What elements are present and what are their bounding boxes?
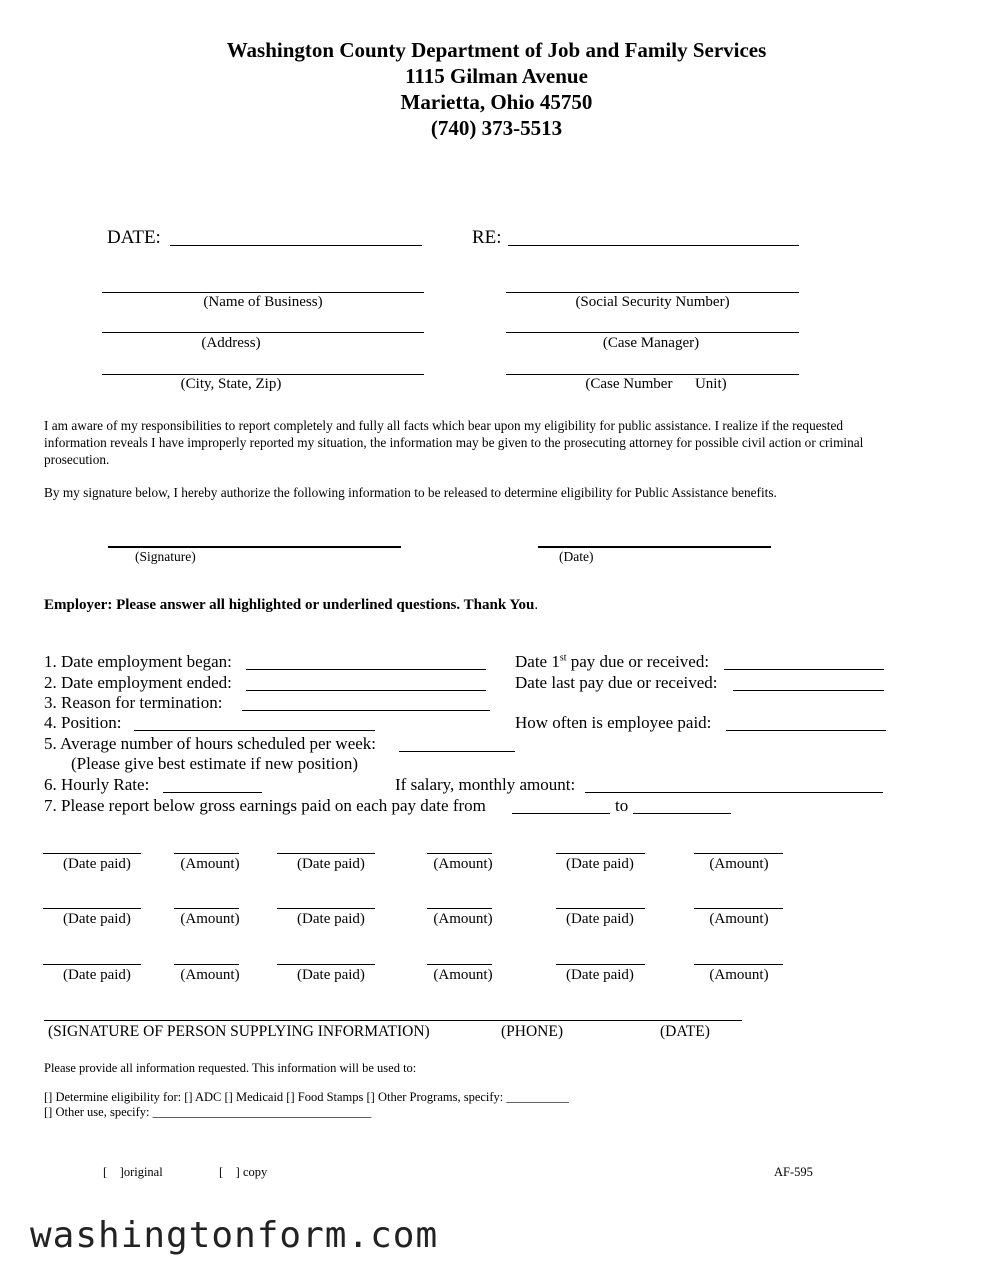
awareness-statement: I am aware of my responsibilities to report completely and fully all facts which bear upon my eligibility for public assistance. I realize if the requested information reveals I have improperly reported my situation, the information may be given to the prosecuting attorney for possible civil action or criminal prosecution. xyxy=(44,418,864,467)
employer-instruction xyxy=(44,597,538,614)
earnings-amount-field[interactable] xyxy=(174,853,239,854)
q2-field[interactable] xyxy=(246,690,486,691)
form-id: AF-595 xyxy=(774,1165,813,1179)
q1-field[interactable] xyxy=(246,669,486,670)
earnings-date-field[interactable] xyxy=(43,908,141,909)
earnings-amount-field[interactable] xyxy=(694,908,783,909)
supplier-signature-caption: (SIGNATURE OF PERSON SUPPLYING INFORMATION) xyxy=(48,1023,430,1040)
earnings-date-caption: (Date paid) xyxy=(63,856,131,872)
earnings-amount-caption: (Amount) xyxy=(433,856,493,872)
date-label: DATE: xyxy=(107,227,161,248)
q1b-sup: st xyxy=(559,652,567,664)
watermark: washingtonform.com xyxy=(30,1215,439,1256)
business-name-caption: (Name of Business) xyxy=(203,294,323,310)
ssn-field[interactable] xyxy=(506,292,799,293)
q1b-pre: Date 1 xyxy=(515,652,560,671)
earnings-date-field[interactable] xyxy=(556,853,645,854)
earnings-amount-caption: (Amount) xyxy=(433,911,493,927)
q5-label: 5. Average number of hours scheduled per week: xyxy=(44,734,377,753)
q4b-label: How often is employee paid: xyxy=(515,713,712,732)
q2b-field[interactable] xyxy=(733,690,884,691)
date-field[interactable] xyxy=(170,245,422,246)
q6-field[interactable] xyxy=(163,792,262,793)
earnings-amount-caption: (Amount) xyxy=(180,967,240,983)
business-name-field[interactable] xyxy=(102,292,424,293)
signature-date-line[interactable] xyxy=(538,546,771,548)
q7-label: 7. Please report below gross earnings paid on each pay date from xyxy=(44,796,486,815)
earnings-date-caption: (Date paid) xyxy=(297,911,365,927)
earnings-date-caption: (Date paid) xyxy=(63,911,131,927)
earnings-date-caption: (Date paid) xyxy=(297,856,365,872)
authorization-statement: By my signature below, I hereby authorize the following information to be released to determine eligibility for Public Assistance benefits. xyxy=(44,485,777,500)
earnings-date-caption: (Date paid) xyxy=(63,967,131,983)
earnings-amount-field[interactable] xyxy=(694,964,783,965)
q7-to-label: to xyxy=(615,796,629,815)
re-label: RE: xyxy=(472,227,502,248)
q4-field[interactable] xyxy=(134,730,375,731)
earnings-date-field[interactable] xyxy=(556,908,645,909)
q5-field[interactable] xyxy=(399,751,515,752)
earnings-date-field[interactable] xyxy=(277,964,375,965)
earnings-date-caption: (Date paid) xyxy=(297,967,365,983)
earnings-date-caption: (Date paid) xyxy=(566,967,634,983)
usage-other-line[interactable]: [] Other use, specify: ___________________________________ xyxy=(44,1105,372,1119)
earnings-amount-field[interactable] xyxy=(427,908,492,909)
q3-field[interactable] xyxy=(242,710,490,711)
earnings-amount-caption: (Amount) xyxy=(180,911,240,927)
address-caption: (Address) xyxy=(201,335,261,351)
q1-label: 1. Date employment began: xyxy=(44,652,232,671)
org-name: Washington County Department of Job and Family Services xyxy=(226,38,767,62)
city-state-zip-field[interactable] xyxy=(102,374,424,375)
re-field[interactable] xyxy=(508,245,799,246)
q4-label: 4. Position: xyxy=(44,713,122,732)
earnings-date-field[interactable] xyxy=(43,964,141,965)
earnings-date-field[interactable] xyxy=(43,853,141,854)
earnings-date-field[interactable] xyxy=(277,853,375,854)
q6-label: 6. Hourly Rate: xyxy=(44,775,150,794)
case-number-caption: (Case Number Unit) xyxy=(585,376,727,392)
earnings-date-field[interactable] xyxy=(277,908,375,909)
org-phone: (740) 373-5513 xyxy=(430,116,563,140)
original-checkbox[interactable]: [ ]original xyxy=(103,1165,163,1179)
earnings-amount-field[interactable] xyxy=(174,964,239,965)
q6b-label: If salary, monthly amount: xyxy=(395,775,576,794)
earnings-amount-field[interactable] xyxy=(694,853,783,854)
org-street: 1115 Gilman Avenue xyxy=(405,64,588,88)
city-state-zip-caption: (City, State, Zip) xyxy=(180,376,282,392)
employer-instruction-period: . xyxy=(534,597,539,613)
q4b-field[interactable] xyxy=(726,730,886,731)
q1b-label xyxy=(515,652,709,672)
supplier-phone-caption: (PHONE) xyxy=(501,1023,563,1040)
signature-line[interactable] xyxy=(108,546,401,548)
case-number-field[interactable] xyxy=(506,374,799,375)
earnings-amount-caption: (Amount) xyxy=(709,911,769,927)
q6b-field[interactable] xyxy=(585,792,883,793)
earnings-amount-field[interactable] xyxy=(427,853,492,854)
q3-label: 3. Reason for termination: xyxy=(44,693,223,712)
usage-eligibility-line[interactable]: [] Determine eligibility for: [] ADC [] Medicaid [] Food Stamps [] Other Programs, specify: __________ xyxy=(44,1090,569,1104)
earnings-amount-field[interactable] xyxy=(427,964,492,965)
org-city: Marietta, Ohio 45750 xyxy=(400,90,593,114)
earnings-amount-caption: (Amount) xyxy=(709,967,769,983)
q2b-label: Date last pay due or received: xyxy=(515,673,718,692)
earnings-amount-caption: (Amount) xyxy=(709,856,769,872)
ssn-caption: (Social Security Number) xyxy=(575,294,730,310)
q2-label: 2. Date employment ended: xyxy=(44,673,232,692)
earnings-amount-field[interactable] xyxy=(174,908,239,909)
address-field[interactable] xyxy=(102,332,424,333)
earnings-date-caption: (Date paid) xyxy=(566,911,634,927)
earnings-date-field[interactable] xyxy=(556,964,645,965)
usage-intro: Please provide all information requested. This information will be used to: xyxy=(44,1061,417,1075)
supplier-date-caption: (DATE) xyxy=(660,1023,710,1040)
earnings-amount-caption: (Amount) xyxy=(180,856,240,872)
q7-from-field[interactable] xyxy=(512,813,610,814)
earnings-date-caption: (Date paid) xyxy=(566,856,634,872)
q1b-post: pay due or received: xyxy=(566,652,710,671)
earnings-amount-caption: (Amount) xyxy=(433,967,493,983)
case-manager-caption: (Case Manager) xyxy=(602,335,700,351)
case-manager-field[interactable] xyxy=(506,332,799,333)
copy-checkbox[interactable]: [ ] copy xyxy=(219,1165,268,1179)
employer-instruction-text: Employer: Please answer all highlighted or underlined questions. Thank You xyxy=(44,597,535,613)
q1b-field[interactable] xyxy=(724,669,884,670)
signature-caption: (Signature) xyxy=(135,549,196,564)
q5-note: (Please give best estimate if new position) xyxy=(71,754,359,773)
supplier-signature-line[interactable] xyxy=(44,1020,742,1021)
q7-to-field[interactable] xyxy=(633,813,731,814)
signature-date-caption: (Date) xyxy=(559,549,594,564)
